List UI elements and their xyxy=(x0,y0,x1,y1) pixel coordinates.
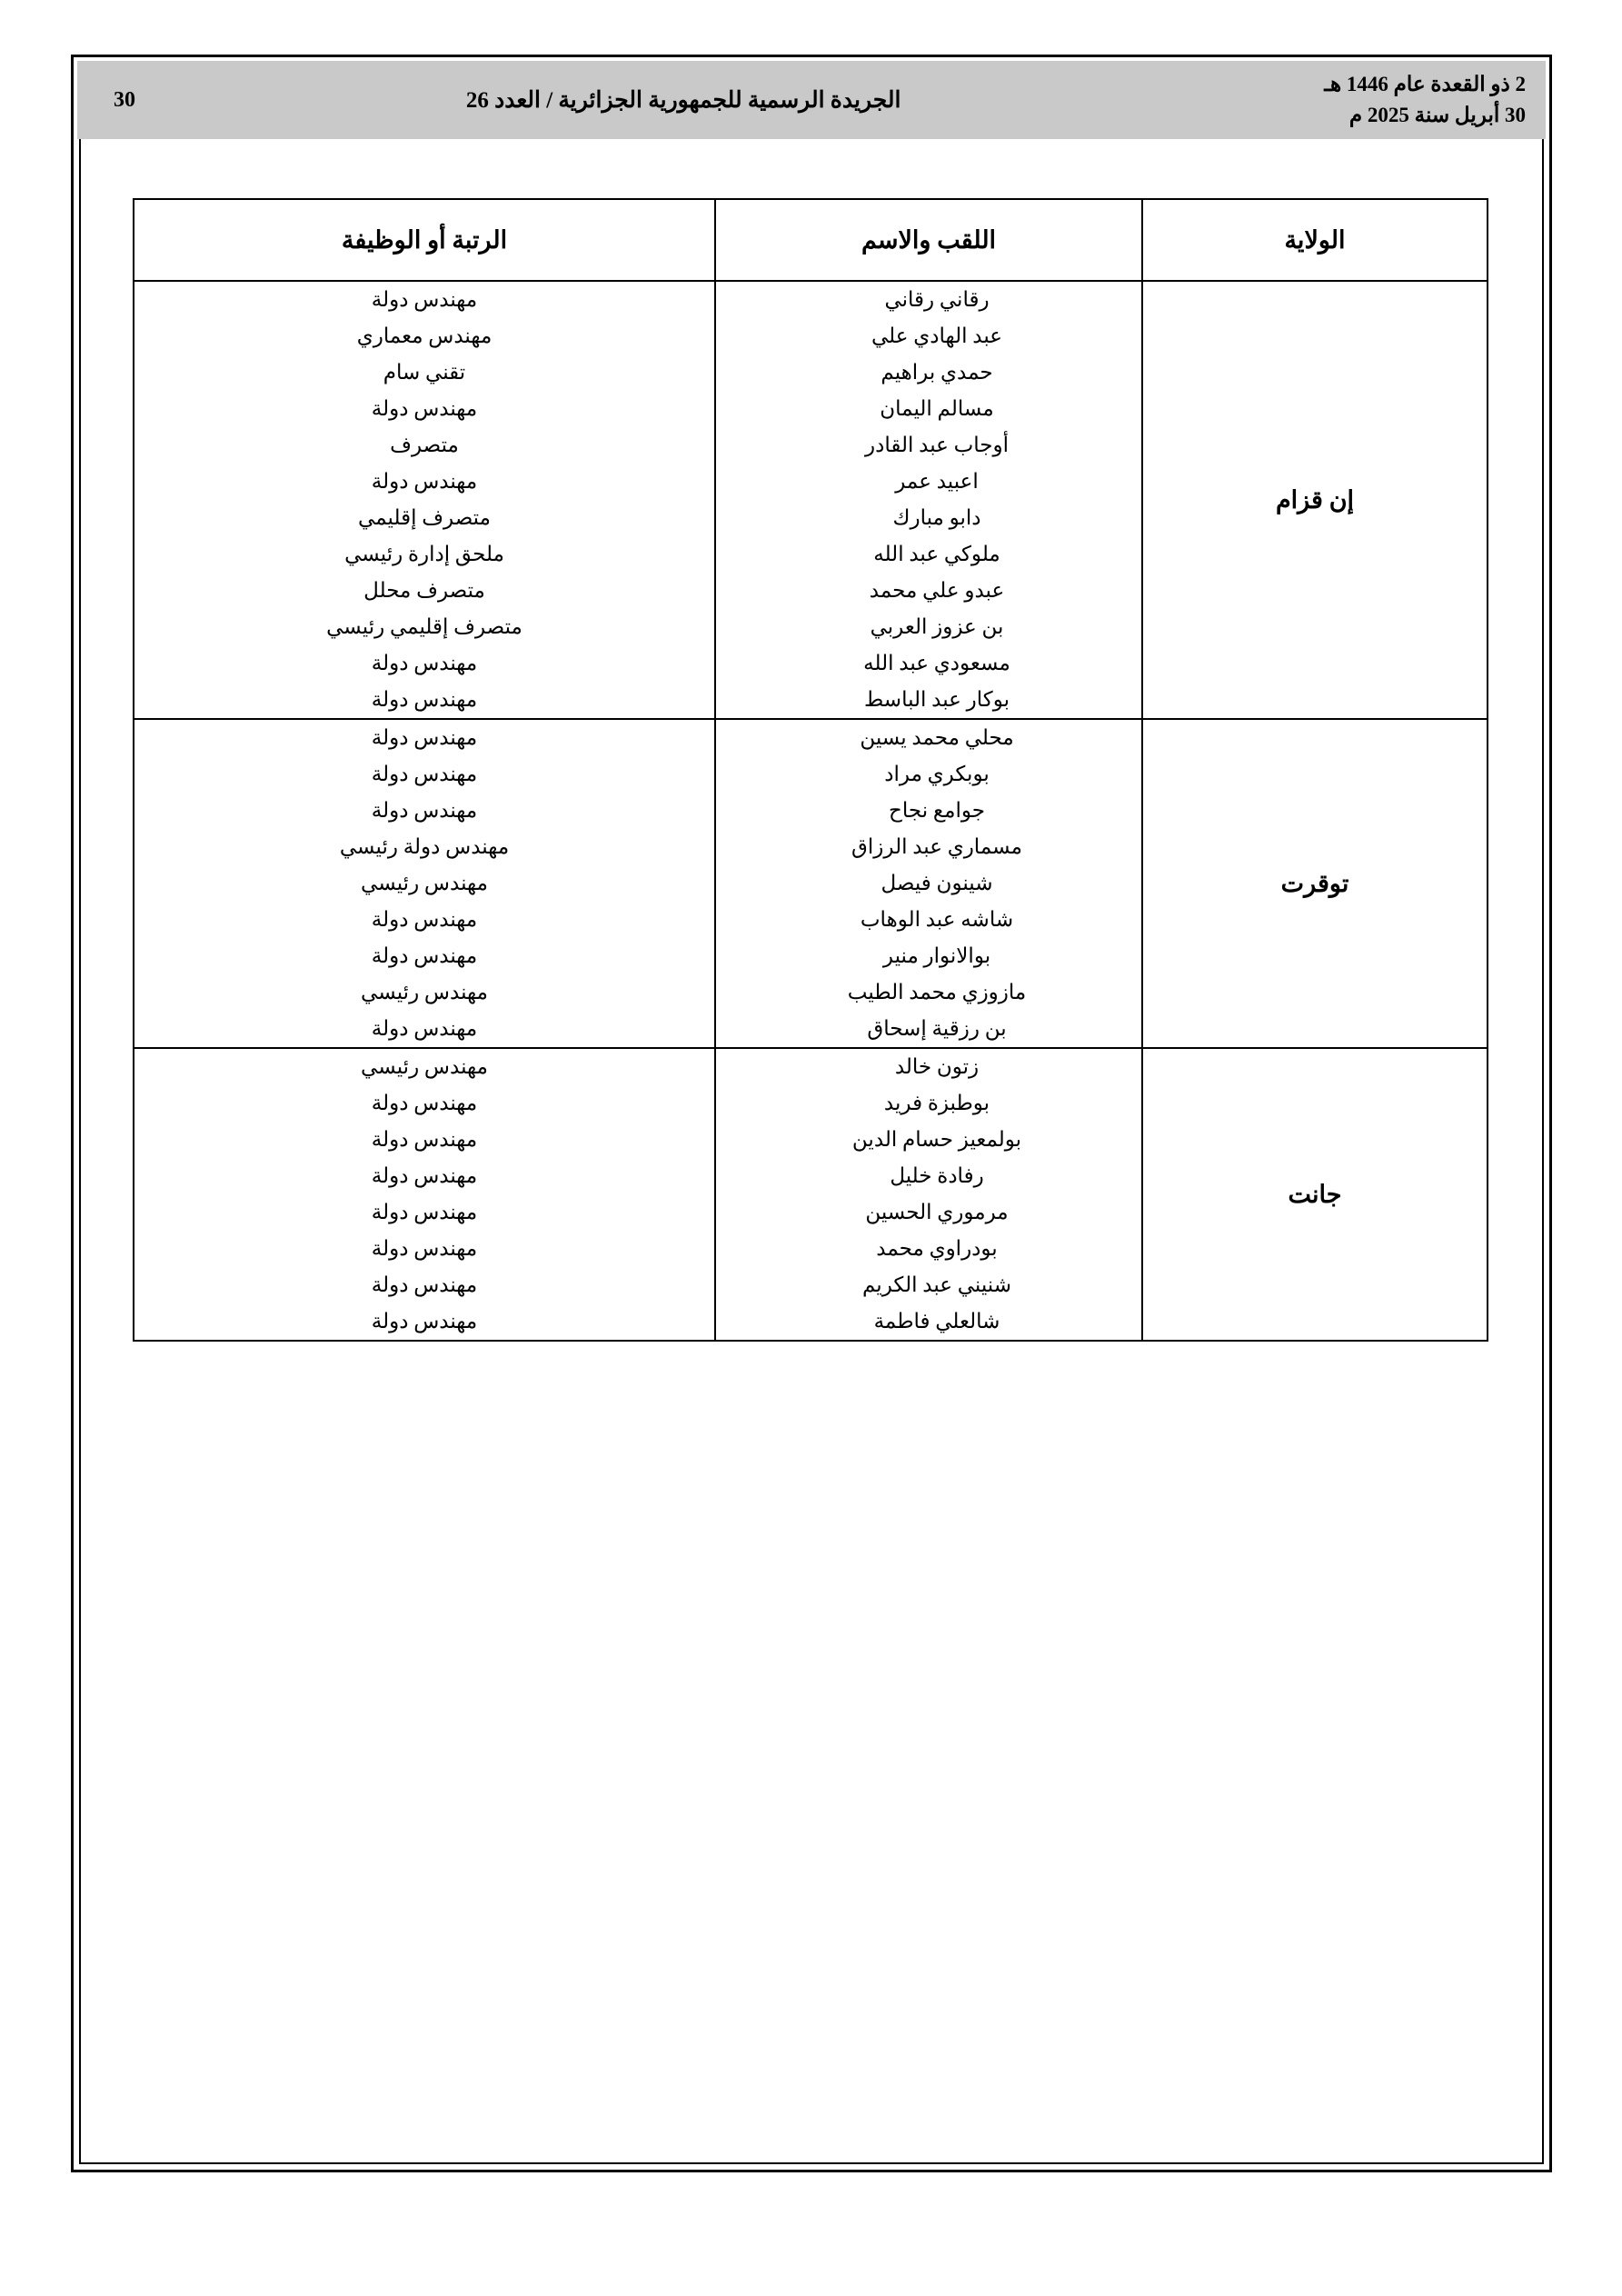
list-item: متصرف إقليمي xyxy=(358,506,491,529)
appointments-table xyxy=(133,198,1488,1342)
list-item: مهندس دولة xyxy=(371,288,478,311)
list-item: عبدو علي محمد xyxy=(869,579,1005,602)
list-item: رقاني رقاني xyxy=(884,288,990,311)
list-item: مهندس دولة xyxy=(371,944,478,967)
list-item: مهندس رئيسي xyxy=(361,981,488,1003)
list-item: اعبيد عمر xyxy=(895,470,979,493)
column-header-rank: الرتبة أو الوظيفة xyxy=(134,199,715,281)
list-item: ملوكي عبد الله xyxy=(873,543,1000,565)
list-item: مهندس دولة xyxy=(371,1310,478,1333)
list-item: مهندس دولة xyxy=(371,688,478,711)
header-title: الجريدة الرسمية للجمهورية الجزائرية / العدد 26 xyxy=(465,88,901,113)
names-cell xyxy=(715,719,1142,1048)
names-cell xyxy=(715,1048,1142,1341)
header-date xyxy=(1324,69,1526,132)
list-item: أوجاب عبد القادر xyxy=(864,434,1009,456)
list-item: زتون خالد xyxy=(894,1055,980,1078)
list-item: حمدي براهيم xyxy=(881,361,993,384)
list-item: رفادة خليل xyxy=(890,1164,984,1187)
list-item: شينون فيصل xyxy=(881,872,993,894)
list-item: بوكار عبد الباسط xyxy=(863,688,1010,711)
table-row xyxy=(134,719,1488,1048)
list-item: مسعودي عبد الله xyxy=(863,652,1010,674)
list-item: مهندس دولة xyxy=(371,1128,478,1151)
ranks-list xyxy=(134,720,714,1047)
list-item: مهندس دولة xyxy=(371,470,478,493)
ranks-list xyxy=(134,282,714,718)
names-cell xyxy=(715,281,1142,719)
table-header-row xyxy=(134,199,1488,281)
list-item: مهندس دولة xyxy=(371,1164,478,1187)
list-item: مهندس دولة xyxy=(371,763,478,785)
list-item: مهندس رئيسي xyxy=(361,872,488,894)
list-item: متصرف xyxy=(390,434,459,456)
appointments-table-wrapper xyxy=(134,198,1488,1342)
column-header-name: اللقب والاسم xyxy=(715,199,1142,281)
list-item: مهندس دولة xyxy=(371,397,478,420)
list-item: مهندس دولة xyxy=(371,1092,478,1114)
names-list xyxy=(716,282,1141,718)
ranks-cell xyxy=(134,281,715,719)
ranks-cell xyxy=(134,719,715,1048)
list-item: مهندس معماري xyxy=(356,324,493,347)
header-date-hijri: 2 ذو القعدة عام 1446 هـ xyxy=(1324,72,1526,95)
list-item: مهندس دولة xyxy=(371,726,478,749)
list-item: مهندس دولة xyxy=(371,1017,478,1040)
table-row xyxy=(134,281,1488,719)
wilaya-cell: إن قزام xyxy=(1142,281,1488,719)
list-item: مهندس دولة xyxy=(371,1201,478,1223)
list-item: تقني سام xyxy=(383,361,466,384)
names-list xyxy=(716,1049,1141,1340)
list-item: محلي محمد يسين xyxy=(860,726,1014,749)
column-header-wilaya: الولاية xyxy=(1142,199,1488,281)
wilaya-cell: جانت xyxy=(1142,1048,1488,1341)
list-item: متصرف إقليمي رئيسي xyxy=(326,615,522,638)
ranks-list xyxy=(134,1049,714,1340)
list-item: دابو مبارك xyxy=(892,506,981,529)
list-item: ملحق إدارة رئيسي xyxy=(344,543,504,565)
list-item: جوامع نجاح xyxy=(889,799,985,822)
table-row xyxy=(134,1048,1488,1341)
list-item: مهندس رئيسي xyxy=(361,1055,488,1078)
list-item: بن رزقية إسحاق xyxy=(867,1017,1007,1040)
list-item: عبد الهادي علي xyxy=(871,324,1002,347)
names-list xyxy=(716,720,1141,1047)
list-item: مهندس دولة xyxy=(371,1237,478,1260)
list-item: مازوزي محمد الطيب xyxy=(847,981,1027,1003)
list-item: شالعلي فاطمة xyxy=(873,1310,1000,1333)
list-item: مهندس دولة xyxy=(371,799,478,822)
list-item: مسالم اليمان xyxy=(880,397,994,420)
ranks-cell xyxy=(134,1048,715,1341)
list-item: متصرف محلل xyxy=(363,579,485,602)
page-number: 30 xyxy=(114,87,135,112)
list-item: شاشه عبد الوهاب xyxy=(860,908,1014,931)
list-item: مهندس دولة xyxy=(371,1273,478,1296)
header-date-gregorian: 30 أبريل سنة 2025 م xyxy=(1348,104,1526,126)
list-item: مهندس دولة رئيسي xyxy=(339,835,510,858)
list-item: مسماري عبد الرزاق xyxy=(851,835,1022,858)
list-item: مرموري الحسين xyxy=(865,1201,1009,1223)
list-item: بوطبزة فريد xyxy=(883,1092,990,1114)
list-item: بولمعيز حسام الدين xyxy=(851,1128,1022,1151)
list-item: شنيني عبد الكريم xyxy=(862,1273,1011,1296)
list-item: بوالانوار منير xyxy=(882,944,991,967)
wilaya-cell: توقرت xyxy=(1142,719,1488,1048)
list-item: بوبكري مراد xyxy=(884,763,990,785)
list-item: بودراوي محمد xyxy=(876,1237,998,1260)
list-item: مهندس دولة xyxy=(371,652,478,674)
list-item: مهندس دولة xyxy=(371,908,478,931)
list-item: بن عزوز العربي xyxy=(870,615,1004,638)
page-header xyxy=(77,61,1546,139)
